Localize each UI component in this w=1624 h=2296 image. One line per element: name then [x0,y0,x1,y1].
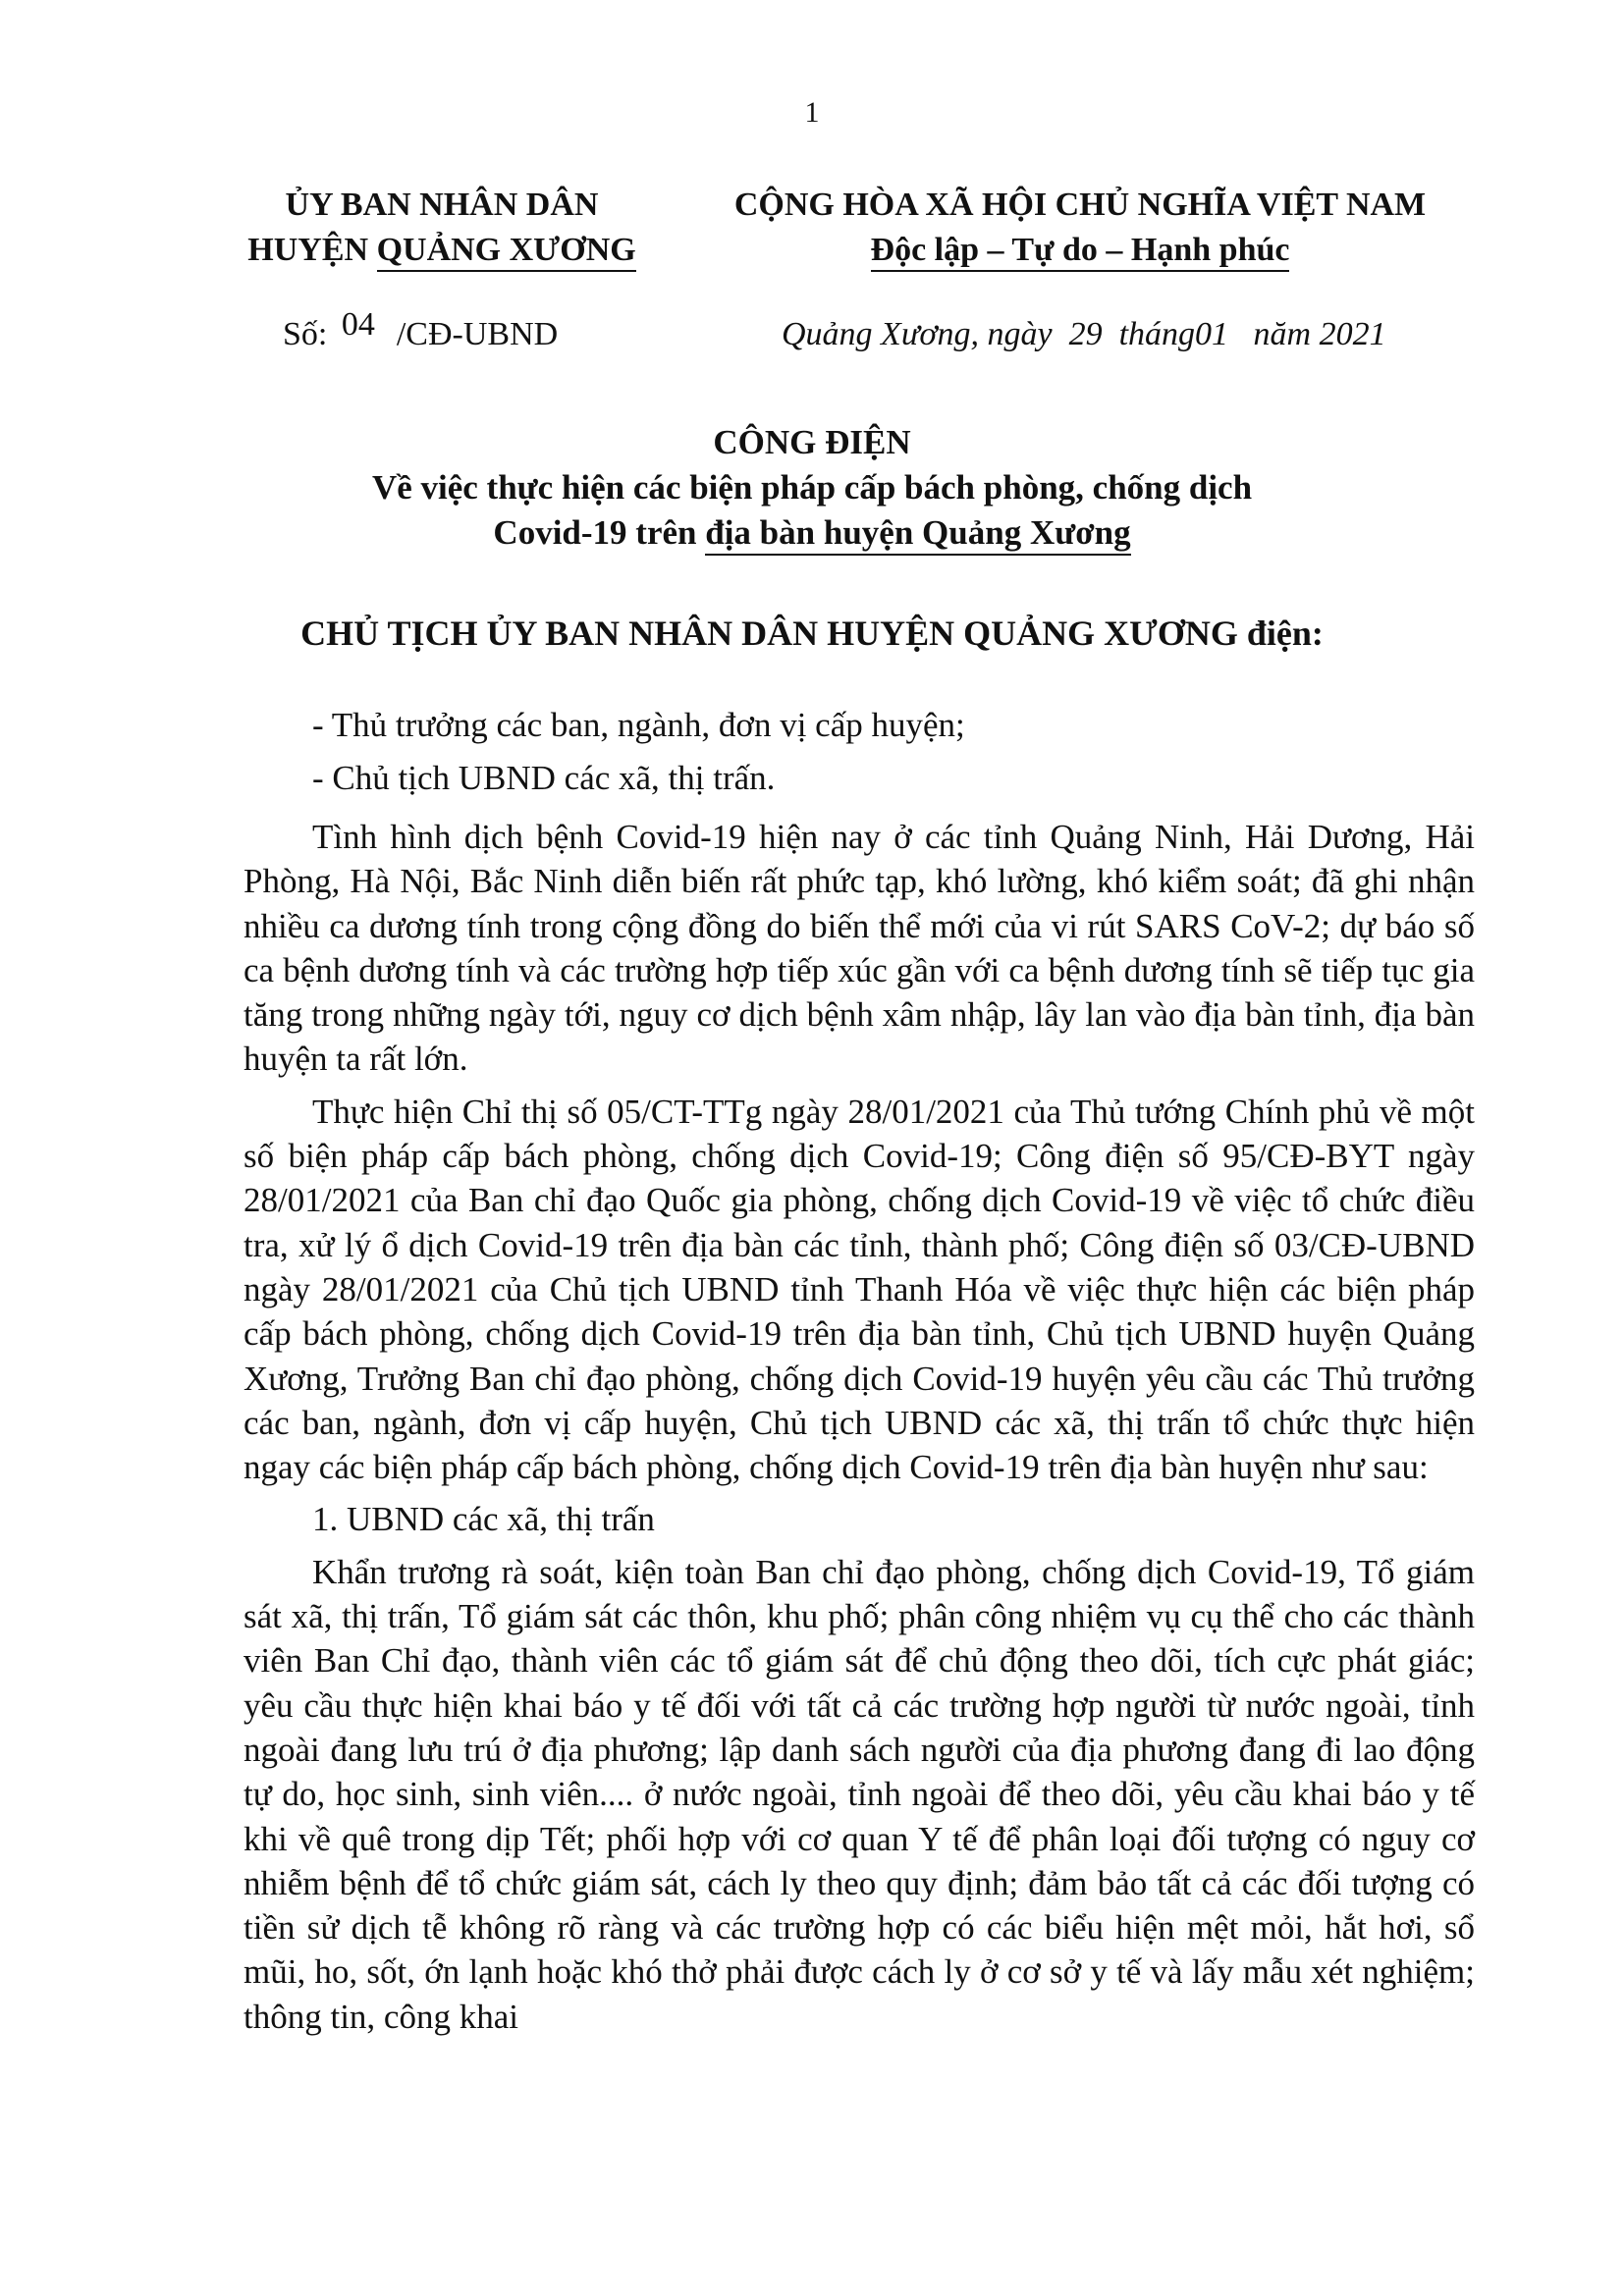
document-title [0,420,1624,556]
doc-number-suffix: /CĐ-UBND [396,316,559,352]
section-heading-1: 1. UBND các xã, thị trấn [312,1500,655,1539]
page-number: 1 [804,96,820,129]
title-line-3 [0,510,1624,556]
body-paragraph-3: Khẩn trương rà soát, kiện toàn Ban chỉ đạo phòng, chống dịch Covid-19, Tổ giám sát xã, thị trấn, Tổ giám sát các thôn, khu phố; phân công nhiệm vụ cụ thể cho các thành viên Ban Chỉ đạo, thành viên các tổ giám sát để chủ động theo dõi, tích cực phát giác; yêu cầu thực hiện khai báo y tế đối với tất cả các trường hợp người từ nước ngoài, tỉnh ngoài đang lưu trú ở địa phương; lập danh sách người của địa phương đang đi lao động tự do, học sinh, sinh viên.... ở nước ngoài, tỉnh ngoài để theo dõi, yêu cầu khai báo y tế khi về quê trong dịp Tết; phối hợp với cơ quan Y tế để phân loại đối tượng có nguy cơ nhiễm bệnh để tổ chức giám sát, cách ly theo quy định; đảm bảo tất cả các đối tượng có tiền sử dịch tễ không rõ ràng và các trường hợp có các biểu hiện mệt mỏi, hắt hơi, sổ mũi, ho, sốt, ớn lạnh hoặc khó thở phải được cách ly ở cơ sở y tế và lấy mẫu xét nghiệm; thông tin, công khai [244,1552,1475,2036]
title-line-1: CÔNG ĐIỆN [713,423,911,461]
issuer-line-1: ỦY BAN NHÂN DÂN [285,187,599,223]
recipient-item: - Thủ trưởng các ban, ngành, đơn vị cấp huyện; [312,706,965,744]
addressee-line: CHỦ TỊCH ỦY BAN NHÂN DÂN HUYỆN QUẢNG XƯƠNG điện: [300,614,1324,653]
place-date: Quảng Xương, ngày 29 tháng01 năm 2021 [782,316,1386,352]
title-line-2: Về việc thực hiện các biện pháp cấp bách phòng, chống dịch [371,468,1253,507]
issuer-line-2-underlined: QUẢNG XƯƠNG [377,232,636,272]
recipient-list [312,699,965,805]
national-motto [687,228,1473,273]
national-header [687,183,1473,273]
issuer-line-2 [196,228,687,273]
title-line-3-prefix: Covid-19 trên [493,513,706,552]
doc-number-value: 04 [341,306,375,343]
body-paragraph-1: Tình hình dịch bệnh Covid-19 hiện nay ở các tỉnh Quảng Ninh, Hải Dương, Hải Phòng, Hà Nội, Bắc Ninh diễn biến rất phức tạp, khó lường, khó kiểm soát; đã ghi nhận nhiều ca dương tính trong cộng đồng do biến thể mới của vi rút SARS CoV-2; dự báo số ca bệnh dương tính và các trường hợp tiếp xúc gần với ca bệnh dương tính sẽ tiếp tục gia tăng trong những ngày tới, nguy cơ dịch bệnh xâm nhập, lây lan vào địa bàn tỉnh, địa bàn huyện ta rất lớn. [244,818,1475,1079]
recipient-item: - Chủ tịch UBND các xã, thị trấn. [312,759,776,797]
national-motto-text: Độc lập – Tự do – Hạnh phúc [871,232,1290,272]
issuer-line-2-prefix: HUYỆN [247,232,377,268]
doc-number-prefix: Số: [283,316,328,352]
document-number [283,306,559,353]
issuer-header [196,183,687,273]
national-title: CỘNG HÒA XÃ HỘI CHỦ NGHĨA VIỆT NAM [733,187,1427,223]
body-paragraph-2: Thực hiện Chỉ thị số 05/CT-TTg ngày 28/01/2021 của Thủ tướng Chính phủ về một số biện pháp cấp bách phòng, chống dịch Covid-19; Công điện số 95/CĐ-BYT ngày 28/01/2021 của Ban chỉ đạo Quốc gia phòng, chống dịch Covid-19 về việc tổ chức điều tra, xử lý ổ dịch Covid-19 trên địa bàn các tỉnh, thành phố; Công điện số 03/CĐ-UBND ngày 28/01/2021 của Chủ tịch UBND tỉnh Thanh Hóa về việc thực hiện các biện pháp cấp bách phòng, chống dịch Covid-19 trên địa bàn tỉnh, Chủ tịch UBND huyện Quảng Xương, Trưởng Ban chỉ đạo phòng, chống dịch Covid-19 huyện yêu cầu các Thủ trưởng các ban, ngành, đơn vị cấp huyện, Chủ tịch UBND các xã, thị trấn tổ chức thực hiện ngay các biện pháp cấp bách phòng, chống dịch Covid-19 trên địa bàn huyện như sau: [244,1092,1475,1487]
document-body [244,815,1475,2047]
title-line-3-underlined: địa bàn huyện Quảng Xương [705,513,1130,556]
